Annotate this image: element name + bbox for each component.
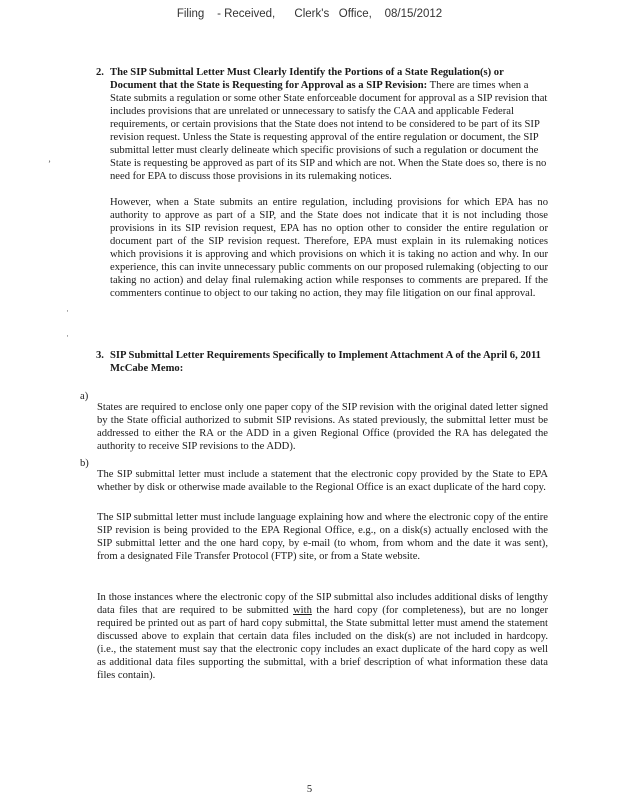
item-b-letter: b) xyxy=(80,458,89,469)
header-filing: Filing xyxy=(176,8,205,20)
section-3 xyxy=(96,349,548,375)
section-2-heading: The SIP Submittal Letter Must Clearly Identify the Portions of a State Regulation(s) or Document that the State is Requesting for Approval as a SIP Revision: xyxy=(110,67,504,91)
item-a-text: States are required to enclose only one paper copy of the SIP revision with the original dated letter signed by the State official authorized to submit SIP revisions. As stated previously, the submittal letter must be addressed to either the RA or the ADD in a given Regional Office (provided the RA has delegated the authority to receive SIP revisions to the ADD). xyxy=(97,401,548,452)
section-2 xyxy=(96,66,548,300)
section-2-heading-paragraph xyxy=(96,66,548,183)
header-clerks: Clerk's xyxy=(294,8,330,20)
section-3-heading-paragraph xyxy=(96,349,548,375)
section-2-paragraph-2: However, when a State submits an entire regulation, including provisions for which EPA has no authority to approve as part of a SIP, and the State does not indicate that it is not including those provisions in its SIP revision request, EPA has no option other to consider the entire regulation or document part of the SIP revision request. Therefore, EPA must explain in its rulemaking notices which provisions it is approving and which provisions on which it is taking no action and why. In our experience, this can invite unnecessary public comments on our proposed rulemaking (objecting to our taking no action) and delay final rulemaking action while responses to comments are prepared. If the commenters continue to object to our taking no action, they may file litigation on our final approval. xyxy=(110,197,548,299)
scan-mark: · xyxy=(66,306,69,316)
scan-mark: ’ xyxy=(48,159,51,169)
item-a-letter: a) xyxy=(80,391,89,402)
filing-stamp-header xyxy=(0,8,619,21)
header-received: - Received, xyxy=(217,8,276,20)
header-office: Office, xyxy=(338,8,372,20)
page-number: 5 xyxy=(306,784,313,795)
section-3-item-b xyxy=(80,457,548,504)
scan-mark: · xyxy=(66,331,69,341)
section-3-item-a xyxy=(80,390,548,463)
item-b-paragraph-2: The SIP submittal letter must include language explaining how and where the electronic copy of the entire SIP revision is being provided to the EPA Regional Office, e.g., on a disk(s) actually enclosed with the SIP submittal letter and the one hard copy, by e-mail (to whom, from whom and the date it was sent), from a designated File Transfer Protocol (FTP) site, or from a State website. xyxy=(97,512,548,562)
item-b-paragraph-3-underlined: with xyxy=(293,605,312,616)
item-b-paragraph-3 xyxy=(97,591,548,682)
header-date: 08/15/2012 xyxy=(384,8,443,20)
section-3-heading: SIP Submittal Letter Requirements Specifically to Implement Attachment A of the April 6, 2011 McCabe Memo: xyxy=(110,350,541,374)
section-3-number: 3. xyxy=(96,350,104,361)
section-2-number: 2. xyxy=(96,67,104,78)
item-b-text: The SIP submittal letter must include a statement that the electronic copy provided by the State to EPA whether by disk or otherwise made available to the Regional Office is an exact duplicate of the hard copy. xyxy=(97,468,548,493)
item-b-paragraph-3-end: the hard copy (for completeness), but are no longer required be printed out as part of hard copy submittal, the State submittal letter must amend the statement discussed above to explain that certain data files included on the disk(s) are not included in hardcopy. (i.e., the statement must say that the electronic copy includes an exact duplicate of the hard copy as well as additional data files supporting the submittal, with a brief description of what information these data files contain). xyxy=(97,605,548,681)
item-b-paragraph-3-start: In those instances where the electronic copy of the SIP submittal also includes additional disks of lengthy data files that are required to be submitted xyxy=(97,592,548,616)
section-2-body: There are times when a State submits a regulation or some other State enforceable document for approval as a SIP revision that includes provisions that are unrelated or unnecessary to satisfy the CAA and applicable Federal requirements, or certain provisions that the State does not intend to be considered to be part of its SIP revision request. Unless the State is requesting approval of the entire regulation or document, the SIP submittal letter must clearly delineate which specific provisions of such a regulation or document the State is requesting be approved as part of its SIP and which are not. When the State does so, there is no need for EPA to discuss those provisions in its rulemaking notices. xyxy=(110,80,548,182)
